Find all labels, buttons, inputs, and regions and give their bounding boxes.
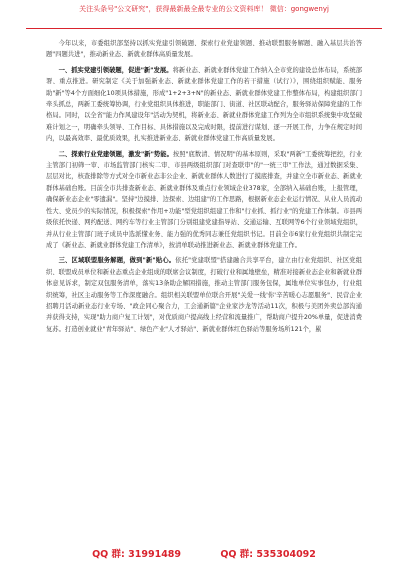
paragraph-text: 依托"党建联盟"搭建融合共享平台，建立由行业党组织、社区党组织、联盟成员单位和新业态重点企业组成的联席会议制度，打破行业和属地壁垒，精准对接新业态企业和新就业群体意见诉求，制定双包服务清单，落实13条助企解困措施，推动主管部门服务包保，属地单位实事包办，行业组织统筹，社区主动服务等工作深度融合。组织相关联盟单位联合开展"关爱一线'你'辛苦暖心志愿服务"、民营企业招聘月活动新业态行业专场、"政企同心聚合力，工会通新篇"企业家沙龙等活动11次，积极与美团外卖总部沟通并获得支持，实现"助力商户复工计划"，对优质商户提高线上经营和流量推广，帮助商户提升20%单量，促进消费复苏。打造创业就业"青年驿站"、绿色产业"人才驿站"、新就业群体红色驿站等服务场所121个，累 [46,257,362,333]
header-banner [26,4,382,15]
document-body [46,38,362,335]
header-divider [26,28,382,29]
section-3-heading: 三、区域联盟服务解题，做到"新"贴心。 [58,257,176,265]
paragraph-text: 今年以来，市委组织部坚持以抓实党建引领破题、探索行业党建领题、推动联盟服务解题、融入基层共治答题"四题共进"，推动新业态、新就业群体高质量发展。 [46,40,362,59]
banner-promo-text: 关注头条号"公文研究"，获得最新最全最专业的公文资料库！ 微信：gongwenyj [79,5,329,13]
intro-paragraph [46,38,362,61]
footer-contact [26,546,382,560]
footer-qq-group-2: QQ 群: 535304092 [220,549,316,560]
paragraph-text: 按照"底数清、情况明"的基本原则，采取"两新"工委统筹把控，行业主管部门初筛一审、市场监管部门核实二审、市县两级组织部门对查联审"的"一统三审"工作法，通过数据采集、层层对比，核查排除等方式对全市新业态非公企业、新就业群体人数进行了摸底排查，并建立全市新业态、新就业群体基础台账。目前全市共排查新业态、新就业群体及重点行业领域企业378家，全部纳入基础台账，上报管理，确保新业态企业"零遗漏"。坚持"边摸排、边探索、边组建"的工作思路，根据新业态企业运行情况、从业人员流动性大、党员少的实际情况，积极探索"作用+功能"型党组织组建工作和"行业抓、抓行业"的党建工作体制。市县两级依托快递、网约配送、网约车等行业主管部门分别组建党建指导站、交通运输、互联网等6个行业领域党组织，并从行业主管部门班子成员中选派懂业务、能力强的优秀同志兼任党组织书记。目前全市6家行业党组织共制定完成了《新业态、新就业群体党建工作清单》，按清单联动推进新业态、新就业群体党建工作。 [46,150,362,249]
section-2-heading: 二、探索行业党建领题，激发"新"势能。 [58,150,173,158]
footer-qq-group-1: QQ 群: 31991489 [92,549,182,560]
section-3-paragraph [46,255,362,335]
paragraph-text: 将新业态、新就业群体党建工作纳入全市党的建设总体布局，系统部署、重点推进。研究制定《关于加强新业态、新就业群体党建工作的若干措施（试行）》，围绕组织赋能、服务助"新"等4个方面细化10项具体措施，形成"1+2+3+N"的新业态、新就业群体党建工作整体布局，构建组织部门牵头抓总，两新工委统筹协调，行业党组织具体推进，职能部门、街道、社区联动配合，服务驿站保障党建的工作格局。同时，以全省"能力作风建设年"活动为契机，将新业态、新就业群体党建工作列为全市组织系统集中攻坚破难计划之一，明确牵头领导、工作目标、具体措施以及完成时限，提前进行谋划、逐一开展工作，力争在规定时间内，以最高效率、最优质效果，扎实推进新业态、新就业群体党建工作高质量发展。 [46,66,363,143]
section-1-heading: 一、抓实党建引领破题，促进"新"发展。 [58,66,173,74]
section-2-paragraph [46,149,362,252]
section-1-paragraph [46,65,362,145]
